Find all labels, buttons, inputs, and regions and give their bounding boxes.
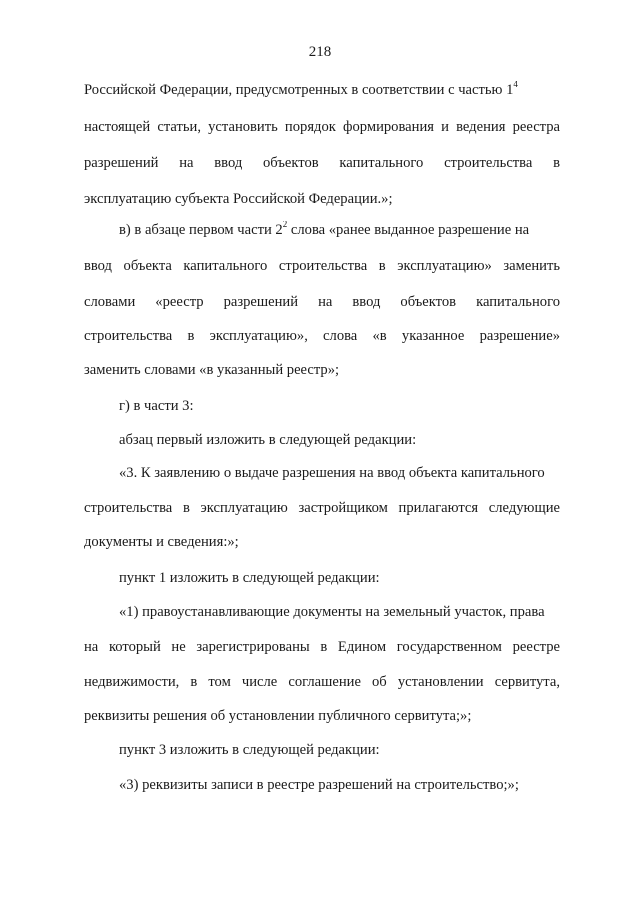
text-line: настоящей статьи, установить порядок формирования и ведения реестра xyxy=(84,119,560,135)
text-line xyxy=(119,221,560,239)
text-span: слова «ранее выданное разрешение на xyxy=(287,222,530,238)
text-line: заменить словами «в указанный реестр»; xyxy=(84,362,340,378)
text-span: в) в абзаце первом части 2 xyxy=(119,222,283,238)
page-number: 218 xyxy=(308,44,332,60)
text-line: пункт 1 изложить в следующей редакции: xyxy=(119,570,380,586)
text-line: недвижимости, в том числе соглашение об установлении сервитута, xyxy=(84,674,560,690)
superscript: 2 xyxy=(282,221,288,229)
text-line: пункт 3 изложить в следующей редакции: xyxy=(119,742,380,758)
text-line xyxy=(84,81,560,99)
text-line: «1) правоустанавливающие документы на земельный участок, права xyxy=(119,604,545,620)
text-line: эксплуатацию субъекта Российской Федерации.»; xyxy=(84,191,393,207)
text-line: строительства в эксплуатацию», слова «в указанное разрешение» xyxy=(84,328,560,344)
superscript: 4 xyxy=(513,81,518,89)
text-line: ввод объекта капитального строительства в эксплуатацию» заменить xyxy=(84,258,560,274)
text-line: на который не зарегистрированы в Едином государственном реестре xyxy=(84,639,560,655)
text-line: абзац первый изложить в следующей редакции: xyxy=(119,432,417,448)
text-line: разрешений на ввод объектов капитального строительства в xyxy=(84,155,560,171)
text-line: документы и сведения:»; xyxy=(84,534,239,550)
text-line: словами «реестр разрешений на ввод объектов капитального xyxy=(84,294,560,310)
text-line: реквизиты решения об установлении публичного сервитута;»; xyxy=(84,708,472,724)
text-line: «3) реквизиты записи в реестре разрешений на строительство;»; xyxy=(119,777,519,793)
text-line: «3. К заявлению о выдаче разрешения на ввод объекта капитального xyxy=(119,465,545,481)
text-span: Российской Федерации, предусмотренных в соответствии с частью 1 xyxy=(84,82,514,98)
text-line: г) в части 3: xyxy=(119,398,194,414)
text-line: строительства в эксплуатацию застройщиком прилагаются следующие xyxy=(84,500,560,516)
